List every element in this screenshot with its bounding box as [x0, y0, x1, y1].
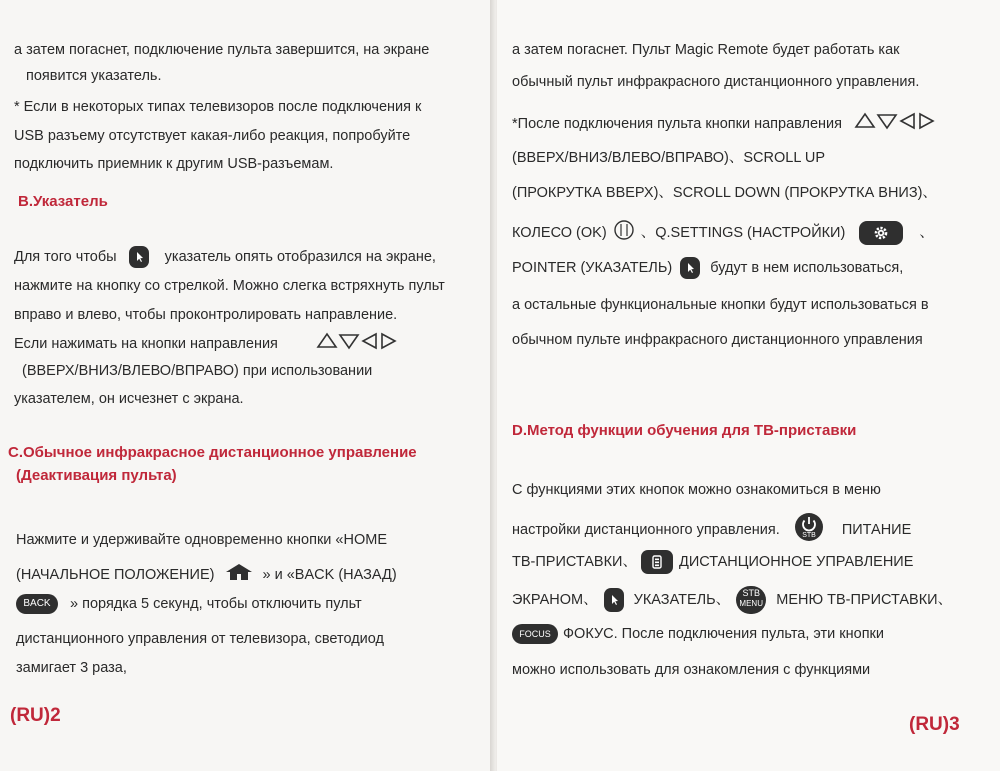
back-button-icon: BACK	[16, 594, 58, 614]
text-line: а затем погаснет. Пульт Magic Remote будет работать как	[512, 42, 900, 58]
focus-button-icon: FOCUS	[512, 624, 558, 644]
text-segment: КОЛЕСО (OK)	[512, 224, 607, 241]
text-line	[512, 550, 913, 574]
text-line: появится указатель.	[26, 68, 162, 84]
text-segment: ДИСТАНЦИОННОЕ УПРАВЛЕНИЕ	[679, 553, 914, 570]
stb-label: STB	[801, 532, 816, 539]
text-line: обычном пульте инфракрасного дистанционного управления	[512, 332, 923, 348]
text-segment: МЕНЮ ТВ-ПРИСТАВКИ、	[776, 591, 953, 608]
text-line: С функциями этих кнопок можно ознакомиться в меню	[512, 482, 881, 498]
text-line: Нажмите и удерживайте одновременно кнопки «HOME	[16, 532, 387, 548]
text-segment: настройки дистанционного управления.	[512, 521, 780, 538]
direction-arrows-icon	[316, 332, 398, 356]
text-line: можно использовать для ознакомления с функциями	[512, 662, 871, 678]
text-segment: *После подключения пульта кнопки направления	[512, 115, 843, 132]
text-line	[512, 112, 936, 136]
text-segment: будут в нем использоваться,	[710, 259, 904, 276]
text-line: дистанционного управления от телевизора, светодиод	[16, 631, 384, 647]
section-heading-d: D.Метод функции обучения для ТВ-приставки	[512, 422, 857, 439]
text-line: замигает 3 раза,	[16, 660, 127, 676]
section-heading-b: B.Указатель	[18, 193, 108, 210]
text-line	[16, 594, 362, 614]
text-segment: Для того чтобы	[14, 248, 117, 265]
home-icon	[224, 563, 254, 587]
text-segment: УКАЗАТЕЛЬ、	[633, 591, 731, 608]
text-line	[512, 624, 884, 644]
text-line	[512, 219, 934, 247]
stb-menu-top-label: STB	[742, 588, 760, 598]
page-number: (RU)3	[909, 714, 960, 735]
text-segment: » и «BACK (НАЗАД)	[262, 566, 397, 583]
gear-icon	[859, 221, 903, 245]
text-segment: (НАЧАЛЬНОЕ ПОЛОЖЕНИЕ)	[16, 566, 215, 583]
right-page	[497, 0, 1000, 771]
text-segment: Если нажимать на кнопки направления	[14, 335, 278, 352]
text-line	[512, 257, 903, 279]
text-line: вправо и влево, чтобы проконтролировать направление.	[14, 307, 398, 323]
pointer-button-icon	[680, 257, 700, 279]
text-segment: 、Q.SETTINGS (НАСТРОЙКИ)	[640, 224, 846, 241]
text-segment: ЭКРАНОМ、	[512, 591, 598, 608]
text-segment: » порядка 5 секунд, чтобы отключить пульт	[70, 596, 362, 612]
text-segment: ФОКУС. После подключения пульта, эти кнопки	[563, 626, 884, 642]
text-segment: указатель опять отобразился на экране,	[164, 248, 436, 265]
text-line: а остальные функциональные кнопки будут использоваться в	[512, 297, 929, 313]
text-segment: POINTER (УКАЗАТЕЛЬ)	[512, 259, 673, 276]
text-line	[14, 246, 436, 268]
screen-remote-icon	[641, 550, 673, 574]
text-line	[512, 512, 911, 548]
text-line: (ВВЕРХ/ВНИЗ/ВЛЕВО/ВПРАВО) при использовании	[22, 363, 373, 379]
text-segment: 、	[919, 224, 934, 241]
text-line: а затем погаснет, подключение пульта завершится, на экране	[14, 42, 430, 58]
stb-menu-bottom-label: MENU	[739, 599, 763, 608]
page-number: (RU)2	[10, 705, 61, 726]
text-line: указателем, он исчезнет с экрана.	[14, 391, 244, 407]
text-line: (ВВЕРХ/ВНИЗ/ВЛЕВО/ВПРАВО)、SCROLL UP	[512, 150, 826, 166]
text-line	[14, 332, 398, 356]
stb-power-icon	[794, 512, 824, 548]
text-line	[512, 586, 952, 614]
direction-arrows-icon	[854, 112, 936, 136]
text-line	[16, 563, 397, 587]
text-line: нажмите на кнопку со стрелкой. Можно слегка встряхнуть пульт	[14, 278, 445, 294]
section-heading-c: C.Обычное инфракрасное дистанционное управление	[8, 444, 417, 461]
text-line: подключить приемник к другим USB-разъемам.	[14, 156, 334, 172]
text-line: USB разъему отсутствует какая-либо реакция, попробуйте	[14, 128, 411, 144]
pointer-button-icon	[129, 246, 149, 268]
text-line: (ПРОКРУТКА ВВЕРХ)、SCROLL DOWN (ПРОКРУТКА ВНИЗ)、	[512, 185, 937, 201]
left-page	[0, 0, 492, 771]
wheel-icon	[613, 219, 635, 247]
text-segment: ТВ-ПРИСТАВКИ、	[512, 553, 637, 570]
pointer-button-icon	[604, 588, 624, 612]
text-line: обычный пульт инфракрасного дистанционного управления.	[512, 74, 920, 90]
text-line: * Если в некоторых типах телевизоров после подключения к	[14, 99, 422, 115]
section-heading-c-sub: (Деактивация пульта)	[16, 467, 177, 484]
stb-menu-icon	[736, 586, 766, 614]
text-segment: ПИТАНИЕ	[841, 521, 912, 538]
